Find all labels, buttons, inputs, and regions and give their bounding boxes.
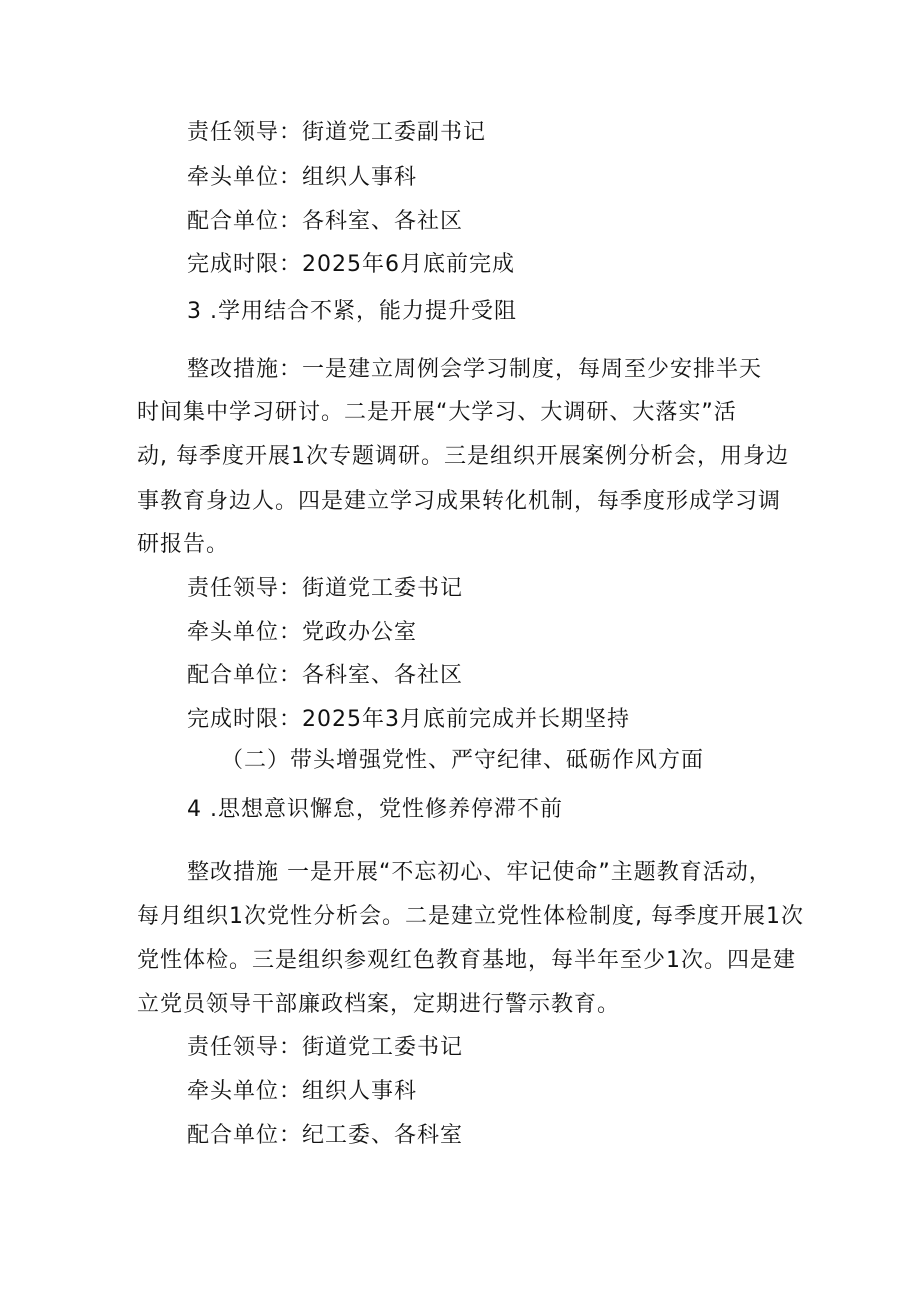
measures-line: 党性体检。三是组织参观红色教育基地，每半年至少1次。四是建 xyxy=(137,948,796,973)
section-title: （二）带头增强党性、严守纪律、砥砺作风方面 xyxy=(221,748,705,773)
cooperating-unit: 配合单位：各科室、各社区 xyxy=(187,209,464,234)
measures-line: 时间集中学习研讨。二是开展“大学习、大调研、大落实”活 xyxy=(137,400,737,425)
lead-unit: 牵头单位：组织人事科 xyxy=(187,1079,418,1104)
item-heading: 4 .思想意识懈怠，党性修养停滞不前 xyxy=(187,797,563,822)
measures-line: 动, 每季度开展1次专题调研。三是组织开展案例分析会，用身边 xyxy=(137,444,789,469)
responsible-leader: 责任领导：街道党工委副书记 xyxy=(187,120,487,145)
cooperating-unit: 配合单位：纪工委、各科室 xyxy=(187,1123,464,1148)
measures-line: 研报告。 xyxy=(137,532,230,557)
measures-line: 每月组织1次党性分析会。二是建立党性体检制度, 每季度开展1次 xyxy=(137,904,804,929)
measures-line: 整改措施 一是开展“不忘初心、牢记使命”主题教育活动， xyxy=(187,860,772,885)
responsible-leader: 责任领导：街道党工委书记 xyxy=(187,1035,464,1060)
deadline: 完成时限：2025年3月底前完成并长期坚持 xyxy=(187,707,630,732)
deadline: 完成时限：2025年6月底前完成 xyxy=(187,252,515,277)
lead-unit: 牵头单位：组织人事科 xyxy=(187,165,418,190)
measures-line: 整改措施：一是建立周例会学习制度，每周至少安排半天 xyxy=(187,357,763,382)
lead-unit: 牵头单位：党政办公室 xyxy=(187,620,418,645)
item-heading: 3 .学用结合不紧，能力提升受阻 xyxy=(187,299,517,324)
cooperating-unit: 配合单位：各科室、各社区 xyxy=(187,663,464,688)
responsible-leader: 责任领导：街道党工委书记 xyxy=(187,576,464,601)
measures-line: 立党员领导干部廉政档案，定期进行警示教育。 xyxy=(137,992,621,1017)
measures-line: 事教育身边人。四是建立学习成果转化机制，每季度形成学习调 xyxy=(137,489,782,514)
